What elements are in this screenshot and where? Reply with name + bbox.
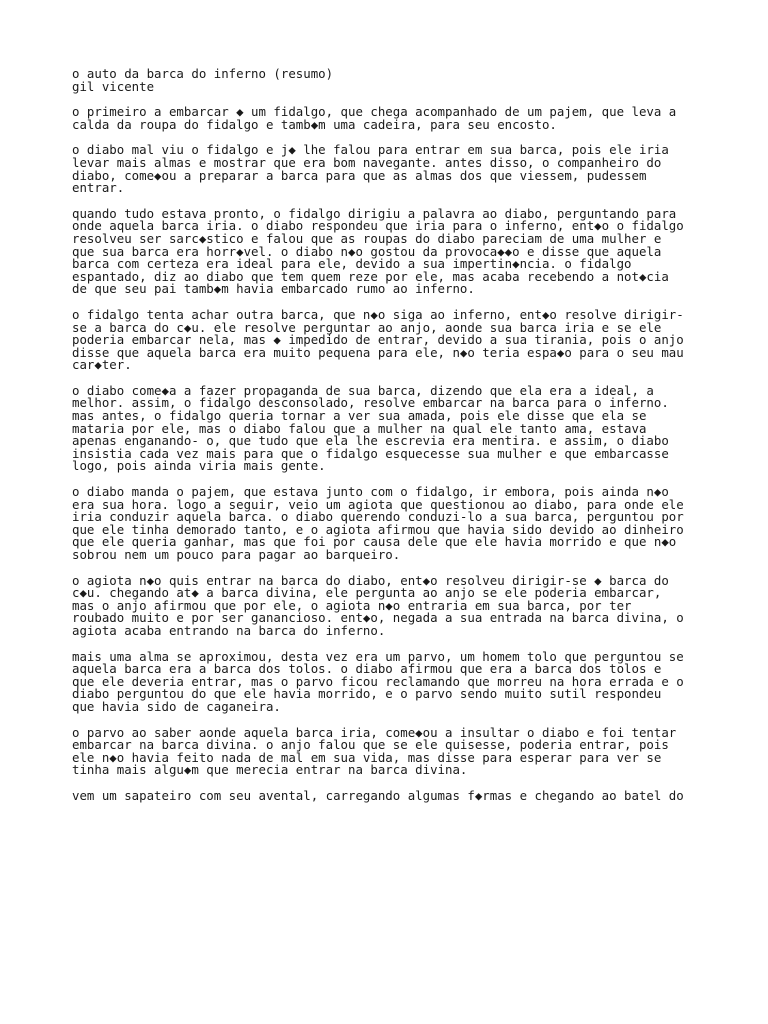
paragraph xyxy=(72,106,702,131)
paragraph xyxy=(72,382,702,474)
text-line: sobrou nem um pouco para pagar ao barqueiro. xyxy=(72,547,401,562)
paragraph xyxy=(72,144,702,194)
document-body xyxy=(72,106,702,802)
text-line: que ele queria ganhar, mas que foi por causa dele que ele havia morrido e que n◆o xyxy=(72,534,677,550)
text-line: espantado, diz ao diabo que tem quem reze por ele, mas acaba recebendo a not◆cia xyxy=(72,268,669,284)
text-line: de que seu pai tamb◆m havia embarcado rumo ao inferno. xyxy=(72,281,475,297)
text-line: c◆u. chegando at◆ a barca divina, ele pergunta ao anjo se ele poderia embarcar, xyxy=(72,585,662,601)
text-line: era sua hora. logo a seguir, veio um agiota que questionou ao diabo, para onde ele xyxy=(72,496,684,512)
text-line: levar mais almas e mostrar que era bom navegante. antes disso, o companheiro do xyxy=(72,154,662,170)
text-line: o diabo manda o pajem, que estava junto com o fidalgo, ir embora, pois ainda n◆o xyxy=(72,484,669,500)
text-line: diabo perguntou do que ele havia morrido, e o parvo sendo muito sutil respondeu xyxy=(72,686,662,702)
text-line: resolveu ser sarc◆stico e falou que as roupas do diabo pareciam de uma mulher e xyxy=(72,230,662,246)
text-line: que sua barca era horr◆vel. o diabo n◆o gostou da provoca◆◆o e disse que aquela xyxy=(72,243,662,259)
text-line: o diabo mal viu o fidalgo e j◆ lhe falou para entrar em sua barca, pois ele iria xyxy=(72,142,669,158)
text-line: calda da roupa do fidalgo e tamb◆m uma cadeira, para seu encosto. xyxy=(72,116,557,132)
text-line: onde aquela barca iria. o diabo respondeu que iria para o inferno, ent◆o o fidalgo xyxy=(72,218,684,234)
text-line: vem um sapateiro com seu avental, carregando algumas f◆rmas e chegando ao batel do xyxy=(72,787,684,803)
text-line: o primeiro a embarcar ◆ um fidalgo, que chega acompanhado de um pajem, que leva a xyxy=(72,104,677,120)
text-line: apenas enganando- o, que tudo que ela lhe escrevia era mentira. e assim, o diabo xyxy=(72,433,669,449)
text-line: agiota acaba entrando na barca do inferno. xyxy=(72,622,386,638)
text-line: disse que aquela barca era muito pequena para ele, n◆o teria espa◆o para o seu mau xyxy=(72,344,684,360)
text-line: melhor. assim, o fidalgo desconsolado, resolve embarcar na barca para o inferno. xyxy=(72,395,669,411)
document-header xyxy=(72,68,702,93)
text-line: mas o anjo afirmou que por ele, o agiota n◆o entraria em sua barca, por ter xyxy=(72,597,632,613)
paragraph xyxy=(72,787,702,803)
text-line: o diabo come◆a a fazer propaganda de sua barca, dizendo que ela era a ideal, a xyxy=(72,382,654,398)
text-line: barca com certeza era ideal para ele, devido a sua impertin◆ncia. o fidalgo xyxy=(72,256,632,272)
paragraph xyxy=(72,572,702,638)
paragraph xyxy=(72,486,702,562)
text-line: entrar. xyxy=(72,180,125,196)
text-line: mais uma alma se aproximou, desta vez era um parvo, um homem tolo que perguntou se xyxy=(72,648,684,664)
text-line: embarcar na barca divina. o anjo falou que se ele quisesse, poderia entrar, pois xyxy=(72,737,669,753)
document-page xyxy=(72,68,702,816)
text-line: diabo, come◆ou a preparar a barca para que as almas dos que viessem, pudessem xyxy=(72,167,647,183)
paragraph xyxy=(72,648,702,714)
text-line: ele n◆o havia feito nada de mal em sua vida, mas disse para esperar para ver se xyxy=(72,749,662,765)
text-line: que ele deveria entrar, mas o parvo ficou reclamando que morreu na hora errada e o xyxy=(72,673,684,689)
document-title: o auto da barca do inferno (resumo) xyxy=(72,66,334,81)
paragraph xyxy=(72,205,702,297)
text-line: se a barca do c◆u. ele resolve perguntar ao anjo, aonde sua barca iria e se ele xyxy=(72,319,662,335)
text-line: car◆ter. xyxy=(72,357,132,373)
text-line: o parvo ao saber aonde aquela barca iria, come◆ou a insultar o diabo e foi tentar xyxy=(72,724,677,740)
text-line: mataria por ele, mas o diabo falou que a mulher na qual ele tanto ama, estava xyxy=(72,420,647,436)
text-line: roubado muito e por ser ganancioso. ent◆o, negada a sua entrada na barca divina, o xyxy=(72,610,684,626)
text-line: quando tudo estava pronto, o fidalgo dirigiu a palavra ao diabo, perguntando para xyxy=(72,205,677,221)
text-line: poderia embarcar nela, mas ◆ impedido de entrar, devido a sua tirania, pois o anjo xyxy=(72,332,684,348)
text-line: logo, pois ainda viria mais gente. xyxy=(72,458,326,474)
text-line: aquela barca era a barca dos tolos. o diabo afirmou que era a barca dos tolos e xyxy=(72,661,662,677)
document-author: gil vicente xyxy=(72,78,155,94)
text-line: mas antes, o fidalgo queria tornar a ver sua amada, pois ele disse que ela se xyxy=(72,408,647,424)
text-line: que havia sido de caganeira. xyxy=(72,698,281,714)
text-line: o fidalgo tenta achar outra barca, que n◆o siga ao inferno, ent◆o resolve dirigir- xyxy=(72,306,684,322)
text-line: o agiota n◆o quis entrar na barca do diabo, ent◆o resolveu dirigir-se ◆ barca do xyxy=(72,572,669,588)
text-line: tinha mais algu◆m que merecia entrar na barca divina. xyxy=(72,762,468,778)
paragraph xyxy=(72,724,702,778)
paragraph xyxy=(72,306,702,373)
text-line: que ele tinha demorado tanto, e o agiota afirmou que havia sido devido ao dinheiro xyxy=(72,521,684,537)
text-line: insistia cada vez mais para que o fidalgo esquecesse sua mulher e que embarcasse xyxy=(72,445,669,461)
text-line: iria conduzir aquela barca. o diabo querendo conduzi-lo a sua barca, perguntou por xyxy=(72,509,684,525)
